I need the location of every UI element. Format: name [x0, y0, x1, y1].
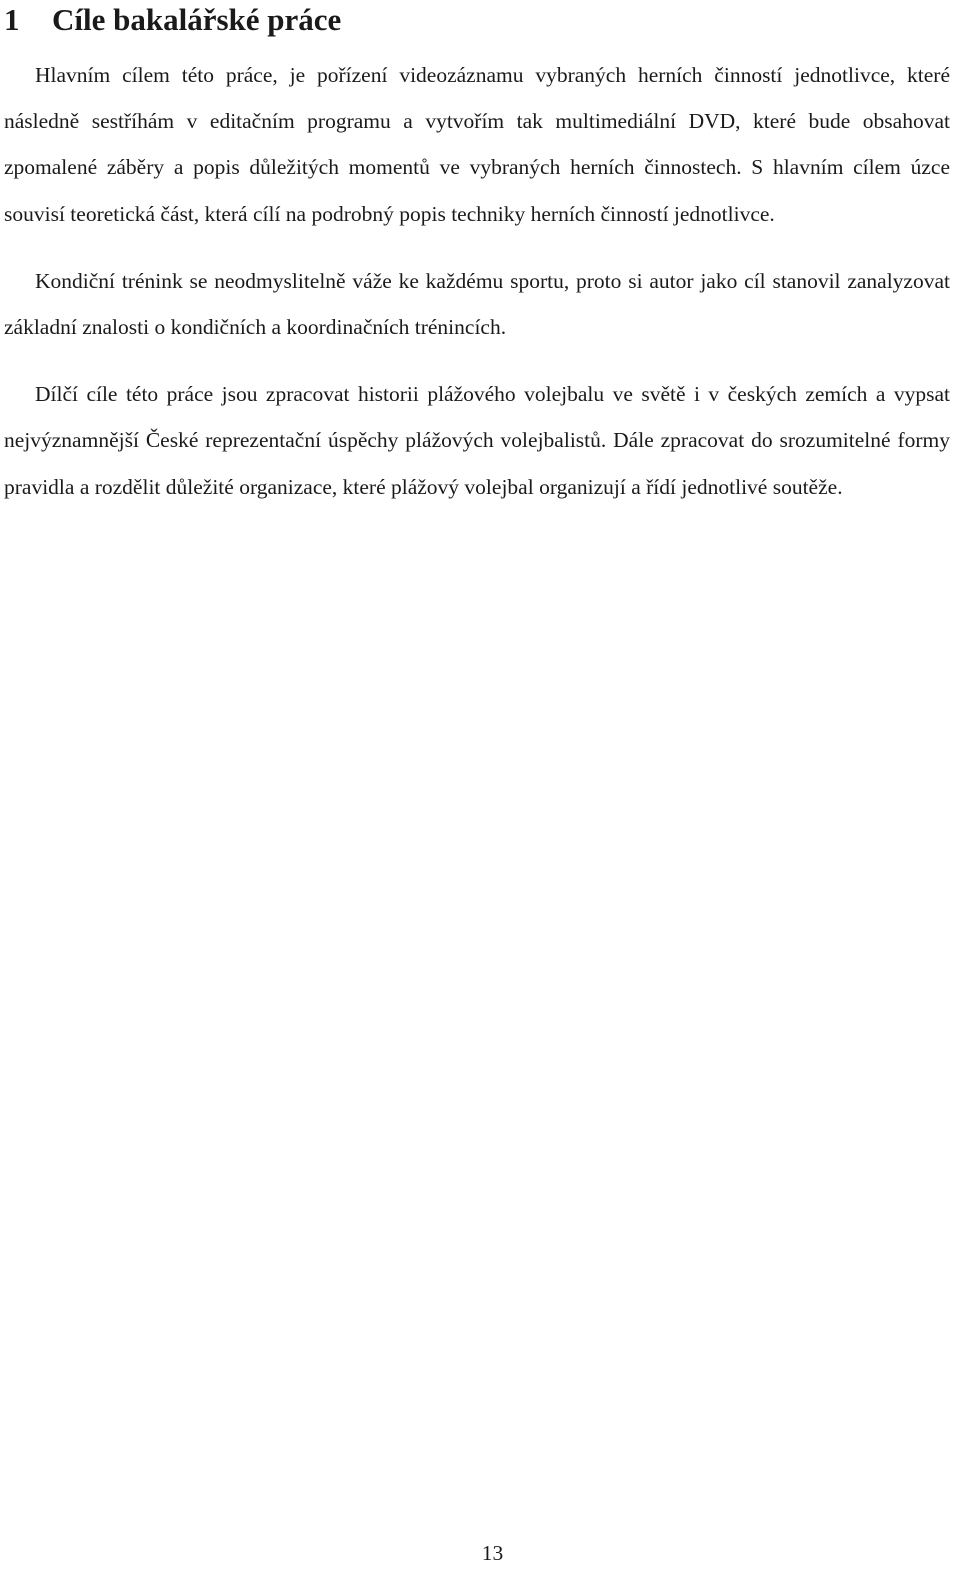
paragraph-partial-goals: Dílčí cíle této práce jsou zpracovat historii plážového volejbalu ve světě i v českých zemích a vypsat nejvýznamnější České reprezentační úspěchy plážových volejbalistů. Dále zpracovat do srozumitelné formy pravidla a rozdělit důležité organizace, které plážový volejbal organizují a řídí jednotlivé soutěže.: [4, 382, 950, 499]
page-number: 13: [481, 1541, 504, 1565]
paragraph-main-goal: Hlavním cílem této práce, je pořízení videozáznamu vybraných herních činností jednotlivce, které následně sestříhám v editačním programu a vytvořím tak multimediální DVD, které bude obsahovat zpomalené záběry a popis důležitých momentů ve vybraných herních činnostech. S hlavním cílem úzce souvisí teoretická část, která cílí na podrobný popis techniky herních činností jednotlivce.: [4, 63, 950, 226]
paragraph-conditioning: Kondiční trénink se neodmyslitelně váže ke každému sportu, proto si autor jako cíl stanovil zanalyzovat základní znalosti o kondičních a koordinačních trénincích.: [4, 268, 950, 340]
document-page: [4, 0, 950, 510]
section-number: 1: [4, 2, 20, 37]
section-heading: [4, 0, 950, 40]
section-title: Cíle bakalářské práce: [52, 2, 342, 37]
